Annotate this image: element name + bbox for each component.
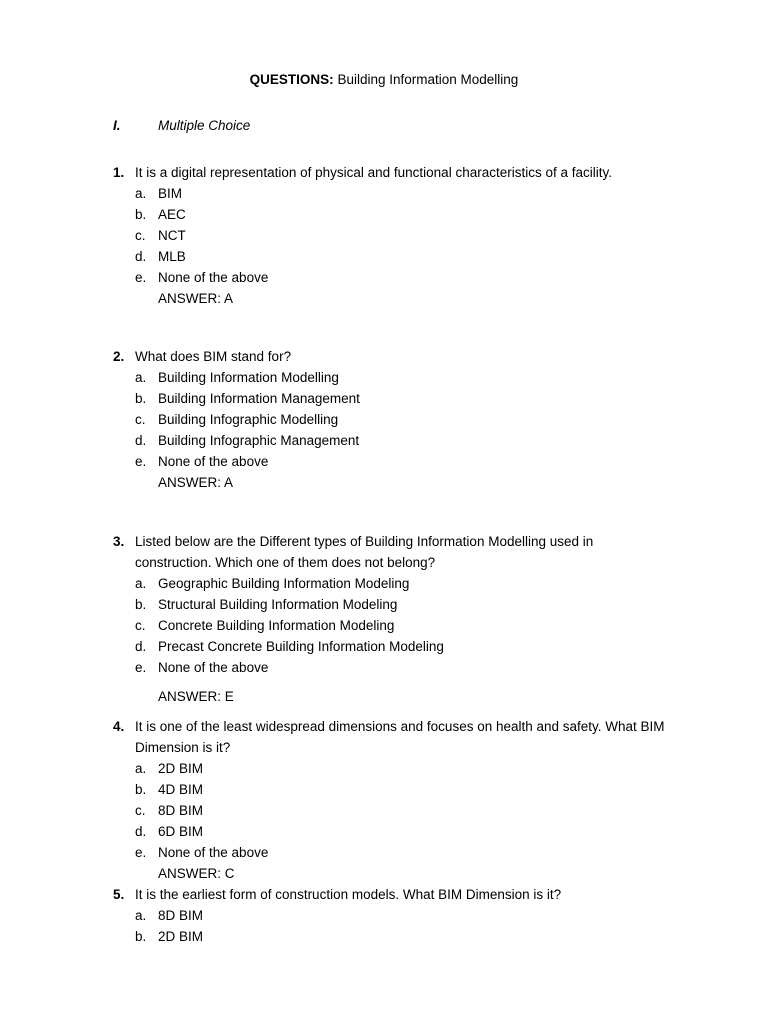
- option-item: [113, 615, 673, 636]
- option-letter: e.: [135, 270, 147, 285]
- question-number: 5.: [113, 887, 125, 902]
- option-letter: a.: [135, 908, 147, 923]
- option-item: [113, 430, 673, 451]
- question-text: It is the earliest form of construction models. What BIM Dimension is it?: [135, 887, 562, 902]
- option-item: [113, 573, 673, 594]
- option-letter: e.: [135, 454, 147, 469]
- option-text: MLB: [158, 249, 186, 264]
- option-letter: d.: [135, 639, 147, 654]
- option-item: [113, 779, 673, 800]
- option-text: None of the above: [158, 270, 269, 285]
- option-letter: d.: [135, 824, 147, 839]
- option-item: [113, 657, 673, 678]
- question-text: It is one of the least widespread dimensions and focuses on health and safety. What BIM Dimension is it?: [135, 719, 665, 755]
- option-item: [113, 388, 673, 409]
- option-item: [113, 926, 673, 947]
- question-2: [113, 346, 673, 493]
- answer-text: ANSWER: A: [158, 291, 234, 306]
- option-text: 8D BIM: [158, 803, 204, 818]
- question-3: [113, 531, 673, 707]
- question-number: 4.: [113, 719, 125, 734]
- section-label: Multiple Choice: [158, 118, 251, 133]
- section-number: I.: [113, 118, 121, 133]
- question-number: 3.: [113, 534, 125, 549]
- question-text: It is a digital representation of physical and functional characteristics of a facility.: [135, 165, 612, 180]
- option-item: [113, 636, 673, 657]
- answer-text: ANSWER: E: [158, 689, 234, 704]
- question-number: 1.: [113, 165, 125, 180]
- answer-text: ANSWER: A: [158, 475, 234, 490]
- option-item: [113, 225, 673, 246]
- option-item: [113, 367, 673, 388]
- option-list: [113, 905, 673, 947]
- option-text: None of the above: [158, 660, 269, 675]
- option-letter: e.: [135, 845, 147, 860]
- option-text: 2D BIM: [158, 929, 204, 944]
- question-4: [113, 716, 673, 884]
- question-number: 2.: [113, 349, 125, 364]
- option-letter: b.: [135, 782, 147, 797]
- option-text: Structural Building Information Modeling: [158, 597, 398, 612]
- option-text: Building Information Modelling: [158, 370, 339, 385]
- option-letter: a.: [135, 761, 147, 776]
- option-text: 8D BIM: [158, 908, 204, 923]
- option-letter: a.: [135, 370, 147, 385]
- option-letter: a.: [135, 186, 147, 201]
- option-text: 6D BIM: [158, 824, 204, 839]
- option-item: [113, 267, 673, 288]
- section-heading: [113, 118, 250, 134]
- option-letter: a.: [135, 576, 147, 591]
- option-item: [113, 409, 673, 430]
- option-item: [113, 800, 673, 821]
- page-title: [0, 72, 768, 88]
- option-text: Geographic Building Information Modeling: [158, 576, 410, 591]
- question-text: Listed below are the Different types of Building Information Modelling used in construction. Which one of them does not belong?: [135, 534, 594, 570]
- option-text: None of the above: [158, 845, 269, 860]
- question-5: [113, 884, 673, 947]
- option-text: 2D BIM: [158, 761, 204, 776]
- option-letter: c.: [135, 228, 146, 243]
- option-text: BIM: [158, 186, 183, 201]
- option-item: [113, 821, 673, 842]
- option-letter: b.: [135, 207, 147, 222]
- option-list: [113, 573, 673, 678]
- option-text: Building Information Management: [158, 391, 360, 406]
- option-text: NCT: [158, 228, 186, 243]
- option-letter: c.: [135, 618, 146, 633]
- question-text: What does BIM stand for?: [135, 349, 292, 364]
- option-letter: d.: [135, 433, 147, 448]
- answer-text: ANSWER: C: [158, 866, 235, 881]
- option-list: [113, 758, 673, 863]
- option-letter: c.: [135, 412, 146, 427]
- option-item: [113, 451, 673, 472]
- title-text: Building Information Modelling: [337, 72, 519, 87]
- option-letter: e.: [135, 660, 147, 675]
- option-item: [113, 842, 673, 863]
- option-item: [113, 246, 673, 267]
- option-list: [113, 367, 673, 472]
- option-item: [113, 594, 673, 615]
- option-text: Precast Concrete Building Information Modeling: [158, 639, 444, 654]
- option-letter: b.: [135, 391, 147, 406]
- option-item: [113, 183, 673, 204]
- option-text: AEC: [158, 207, 186, 222]
- option-item: [113, 758, 673, 779]
- option-list: [113, 183, 673, 288]
- option-text: Concrete Building Information Modeling: [158, 618, 395, 633]
- option-letter: b.: [135, 597, 147, 612]
- option-letter: d.: [135, 249, 147, 264]
- title-prefix: QUESTIONS:: [249, 72, 334, 87]
- option-text: None of the above: [158, 454, 269, 469]
- option-text: Building Infographic Modelling: [158, 412, 339, 427]
- option-item: [113, 905, 673, 926]
- option-letter: c.: [135, 803, 146, 818]
- question-1: [113, 162, 673, 309]
- option-item: [113, 204, 673, 225]
- option-letter: b.: [135, 929, 147, 944]
- option-text: Building Infographic Management: [158, 433, 360, 448]
- option-text: 4D BIM: [158, 782, 204, 797]
